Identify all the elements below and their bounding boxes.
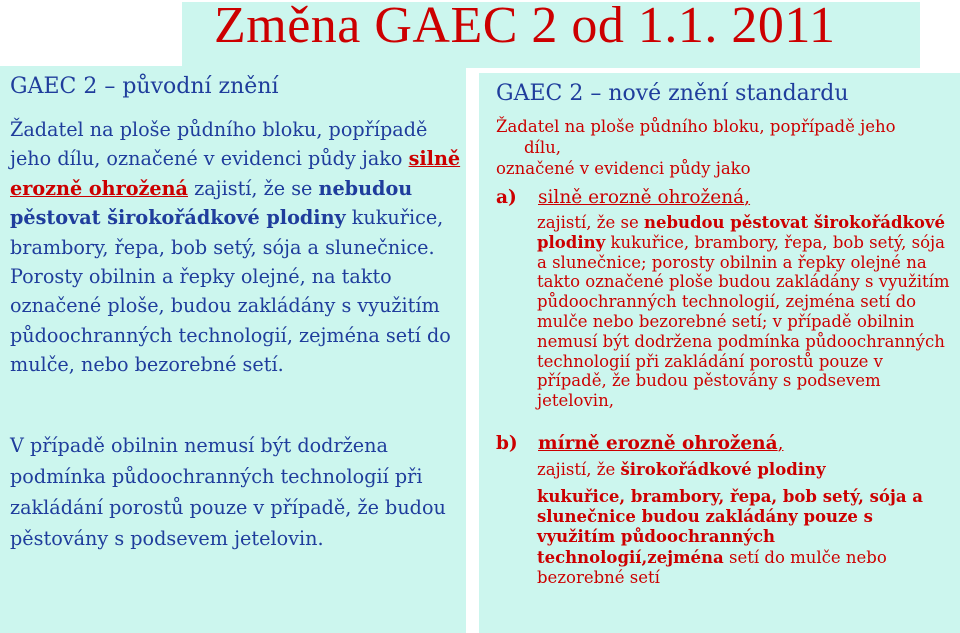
original-wording-panel [0, 66, 466, 633]
original-p1-text-b: zajistí, že se [188, 176, 319, 200]
item-b-letter: b) [496, 433, 518, 454]
original-paragraph-1 [10, 115, 462, 380]
original-p1-bold: nebudou pěstovat širokořádkové plodiny [10, 176, 413, 230]
new-intro-line-1: Žadatel na ploše půdního bloku, popřípadě jeho [496, 117, 896, 136]
original-p1-severe-erosion: silně erozně ohrožená [10, 147, 461, 200]
original-wording-heading: GAEC 2 – původní znění [10, 74, 279, 99]
item-b-bold-1: širokořádkové plodiny [620, 460, 826, 479]
item-b-text-1 [537, 460, 952, 480]
new-intro-line-3: označené v evidenci půdy jako [496, 159, 751, 178]
item-a-text [537, 213, 952, 411]
new-intro-line-2: dílu, [524, 138, 561, 157]
item-b-category: mírně erozně ohrožená [538, 433, 778, 454]
new-wording-heading: GAEC 2 – nové znění standardu [496, 81, 849, 106]
new-intro-1 [496, 116, 956, 158]
slide-title: Změna GAEC 2 od 1.1. 2011 [214, 0, 836, 54]
new-wording-panel [479, 73, 960, 633]
item-b-bold-2: kukuřice, brambory, řepa, bob setý, sója a slunečnice budou zakládány pouze s využitím půdoochranných technologií,zejména [537, 487, 923, 567]
item-b-text-2a: setí do mulče nebo bezorebné setí [537, 547, 887, 587]
item-a-bold: nebudou pěstovat širokořádkové plodiny [537, 213, 946, 252]
item-a-letter: a) [496, 187, 517, 208]
item-b-text-1a: zajistí, že [537, 460, 621, 479]
item-a-category: silně erozně ohrožená [538, 187, 745, 208]
original-p1-text-c: kukuřice, brambory, řepa, bob setý, sója a slunečnice. Porosty obilnin a řepky olejné, na takto označené ploše, budou zakládány s využitím půdoochranných technologií, zejména setí do mulče, nebo bezorebné setí. [10, 206, 451, 377]
original-p1-text-a: Žadatel na ploše půdního bloku, popřípadě jeho dílu, označené v evidenci půdy jako [10, 118, 428, 171]
item-b-label [496, 433, 784, 454]
item-a-label [496, 187, 750, 208]
original-paragraph-2: V případě obilnin nemusí být dodržena podmínka půdoochranných technologií při zakládání porostů pouze v případě, že budou pěstovány s podsevem jetelovin. [10, 434, 446, 550]
item-a-text-1: zajistí, že se [537, 213, 644, 232]
item-b-text-2 [537, 487, 952, 588]
item-a-comma: , [744, 187, 751, 208]
item-a-text-2: kukuřice, brambory, řepa, bob setý, sója a slunečnice; porosty obilnin a řepky olejné na takto označené ploše budou zakládány s využitím půdoochranných technologií, zejména setí do mulče nebo bezorebné setí; v případě obilnin nemusí být dodržena podmínka půdoochranných technologií při zakládání porostů pouze v případě, že budou pěstovány s podsevem jetelovin, [537, 232, 950, 411]
item-b-comma: , [777, 433, 784, 454]
